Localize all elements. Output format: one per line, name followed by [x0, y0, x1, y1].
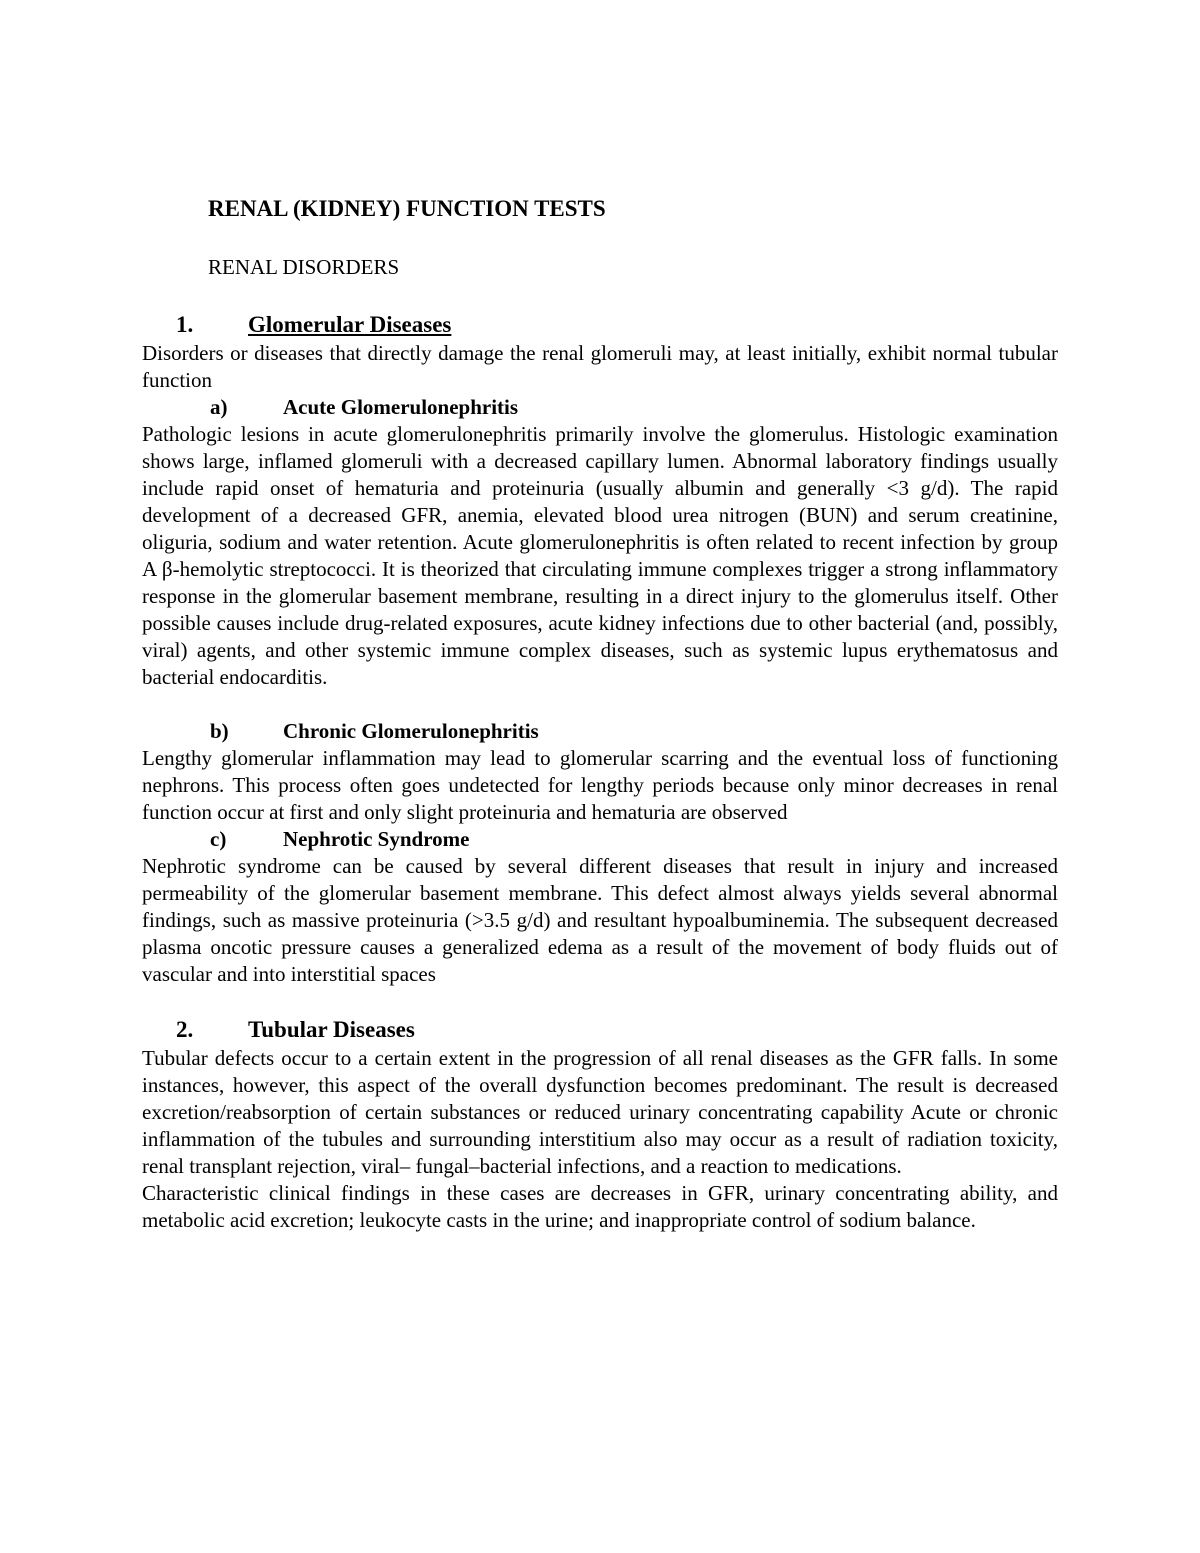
- section-heading-glomerular-diseases: [142, 310, 1058, 340]
- subsection-title: Nephrotic Syndrome: [283, 827, 470, 851]
- subsection-letter: a): [210, 395, 228, 419]
- document-title: RENAL (KIDNEY) FUNCTION TESTS: [208, 196, 606, 221]
- subsection-letter: c): [210, 827, 227, 851]
- document-body: [142, 194, 1058, 1234]
- subsection-title: Chronic Glomerulonephritis: [283, 719, 539, 743]
- subsection-heading-acute-glomerulonephritis: [142, 394, 1058, 421]
- section-number: 1.: [176, 312, 194, 337]
- subsection-letter: b): [210, 719, 229, 743]
- document-subtitle: RENAL DISORDERS: [208, 255, 400, 279]
- subsection-title: Acute Glomerulonephritis: [283, 395, 519, 419]
- section-paragraph-tubular-2: Characteristic clinical findings in these cases are decreases in GFR, urinary concentrating ability, and metabolic acid excretion; leukocyte casts in the urine; and inappropriate control of sodium balance.: [142, 1181, 1058, 1232]
- section-title: Glomerular Diseases: [248, 312, 452, 337]
- section-heading-tubular-diseases: [142, 1015, 1058, 1045]
- subsection-paragraph-acute-glomerulonephritis: Pathologic lesions in acute glomerulonephritis primarily involve the glomerulus. Histologic examination shows large, inflamed glomeruli with a decreased capillary lumen. Abnormal laboratory findings usually include rapid onset of hematuria and proteinuria (usually albumin and generally <3 g/d). The rapid development of a decreased GFR, anemia, elevated blood urea nitrogen (BUN) and serum creatinine, oliguria, sodium and water retention. Acute glomerulonephritis is often related to recent infection by group A β-hemolytic streptococci. It is theorized that circulating immune complexes trigger a strong inflammatory response in the glomerular basement membrane, resulting in a direct injury to the glomerulus itself. Other possible causes include drug-related exposures, acute kidney infections due to other bacterial (and, possibly, viral) agents, and other systemic immune complex diseases, such as systemic lupus erythematosus and bacterial endocarditis.: [142, 422, 1058, 689]
- section-intro-paragraph: Disorders or diseases that directly damage the renal glomeruli may, at least initially, exhibit normal tubular function: [142, 341, 1058, 392]
- subsection-paragraph-chronic-glomerulonephritis: Lengthy glomerular inflammation may lead to glomerular scarring and the eventual loss of functioning nephrons. This process often goes undetected for lengthy periods because only minor decreases in renal function occur at first and only slight proteinuria and hematuria are observed: [142, 746, 1058, 824]
- section-number: 2.: [176, 1017, 194, 1042]
- subsection-paragraph-nephrotic-syndrome: Nephrotic syndrome can be caused by several different diseases that result in injury and increased permeability of the glomerular basement membrane. This defect almost always yields several abnormal findings, such as massive proteinuria (>3.5 g/d) and resultant hypoalbuminemia. The subsequent decreased plasma oncotic pressure causes a generalized edema as a result of the movement of body fluids out of vascular and into interstitial spaces: [142, 854, 1058, 986]
- section-paragraph-tubular-1: Tubular defects occur to a certain extent in the progression of all renal diseases as the GFR falls. In some instances, however, this aspect of the overall dysfunction becomes predominant. The result is decreased excretion/reabsorption of certain substances or reduced urinary concentrating capability Acute or chronic inflammation of the tubules and surrounding interstitium also may occur as a result of radiation toxicity, renal transplant rejection, viral– fungal–bacterial infections, and a reaction to medications.: [142, 1046, 1058, 1178]
- subsection-heading-chronic-glomerulonephritis: [142, 718, 1058, 745]
- section-title: Tubular Diseases: [248, 1017, 415, 1042]
- subsection-heading-nephrotic-syndrome: [142, 826, 1058, 853]
